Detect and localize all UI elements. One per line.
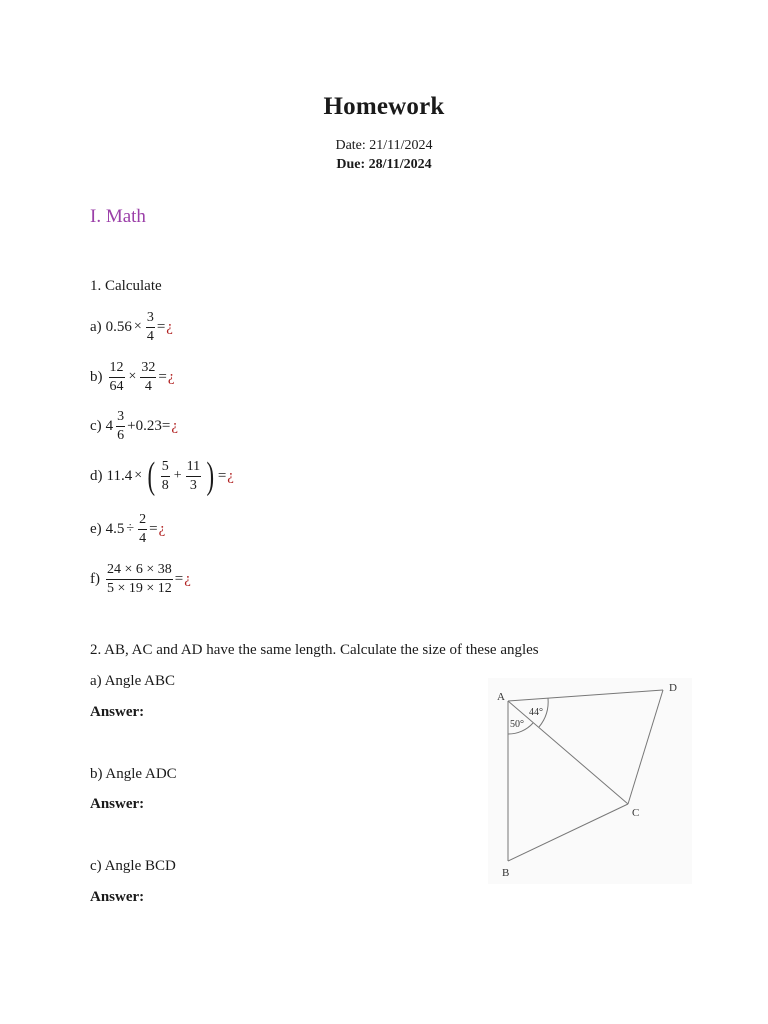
unknown-marker: ¿ <box>184 570 191 587</box>
operator: + <box>173 468 182 483</box>
exercise-e <box>90 509 165 549</box>
fraction <box>186 460 201 493</box>
operator: × <box>128 369 137 384</box>
unknown-marker: ¿ <box>166 318 173 335</box>
left-paren: ( <box>147 455 156 497</box>
answer-label-a: Answer: <box>90 704 145 720</box>
operator: × <box>133 319 142 334</box>
fraction <box>161 460 170 493</box>
denominator: 4 <box>146 328 154 344</box>
exercise-label: c) <box>90 417 102 434</box>
angle-label-44: 44° <box>529 707 543 718</box>
denominator: 4 <box>139 530 147 546</box>
vertex-label-c: C <box>632 807 640 819</box>
denominator: 5 × 19 × 12 <box>107 580 172 596</box>
question-2-title: 2. AB, AC and AD have the same length. Calculate the size of these angles <box>90 642 539 658</box>
page-title: Homework <box>323 93 445 120</box>
answer-label-b: Answer: <box>90 796 145 812</box>
angle-label-50: 50° <box>510 719 524 730</box>
fraction <box>109 361 125 394</box>
numerator: 24 × 6 × 38 <box>106 563 173 580</box>
exercise-label: d) <box>90 467 103 484</box>
fraction <box>140 361 156 394</box>
fraction <box>138 513 147 546</box>
exercise-label: e) <box>90 520 102 537</box>
diagram-background <box>488 678 692 884</box>
denominator: 64 <box>109 378 124 394</box>
fraction <box>116 410 125 443</box>
equals-sign: = <box>217 467 227 484</box>
exercise-d <box>90 456 234 496</box>
addend: +0.23 <box>127 417 162 434</box>
fraction <box>146 311 155 344</box>
geometry-diagram <box>488 678 692 884</box>
numerator: 5 <box>161 460 170 477</box>
right-paren: ) <box>206 455 215 497</box>
subquestion-c: c) Angle BCD <box>90 858 176 874</box>
denominator: 8 <box>161 477 169 493</box>
date-text: Date: 21/11/2024 <box>335 138 433 153</box>
numerator: 32 <box>140 361 156 378</box>
question-1-title: 1. Calculate <box>90 278 162 294</box>
exercise-label: f) <box>90 570 100 587</box>
vertex-label-b: B <box>502 867 510 879</box>
unknown-marker: ¿ <box>158 520 166 537</box>
subquestion-a: a) Angle ABC <box>90 673 175 689</box>
unknown-marker: ¿ <box>171 417 179 434</box>
exercise-label: a) <box>90 318 102 335</box>
equals-sign: = <box>161 417 171 434</box>
denominator: 4 <box>144 378 152 394</box>
fraction <box>106 563 173 596</box>
exercise-a <box>90 307 173 347</box>
vertex-label-d: D <box>669 682 677 694</box>
number: 4.5 <box>105 520 125 537</box>
operator: ÷ <box>126 521 135 536</box>
operator: × <box>134 468 143 483</box>
exercise-label: b) <box>90 368 103 385</box>
number: 11.4 <box>106 467 133 484</box>
unknown-marker: ¿ <box>167 368 175 385</box>
section-heading-math: I. Math <box>90 206 146 227</box>
denominator: 3 <box>189 477 197 493</box>
vertex-label-a: A <box>497 691 505 703</box>
numerator: 12 <box>109 361 125 378</box>
due-date-text: Due: 28/11/2024 <box>336 157 432 172</box>
numerator: 2 <box>138 513 147 530</box>
equals-sign: = <box>149 520 158 537</box>
exercise-b <box>90 357 175 397</box>
whole-number: 4 <box>105 417 114 434</box>
number: 0.56 <box>105 318 132 335</box>
subquestion-b: b) Angle ADC <box>90 766 177 782</box>
equals-sign: = <box>158 368 167 385</box>
numerator: 3 <box>116 410 125 427</box>
denominator: 6 <box>117 427 125 443</box>
answer-label-c: Answer: <box>90 889 145 905</box>
numerator: 11 <box>186 460 201 477</box>
unknown-marker: ¿ <box>227 467 234 484</box>
exercise-c <box>90 406 178 446</box>
equals-sign: = <box>156 318 166 335</box>
numerator: 3 <box>146 311 155 328</box>
exercise-f <box>90 559 191 599</box>
equals-sign: = <box>174 570 184 587</box>
